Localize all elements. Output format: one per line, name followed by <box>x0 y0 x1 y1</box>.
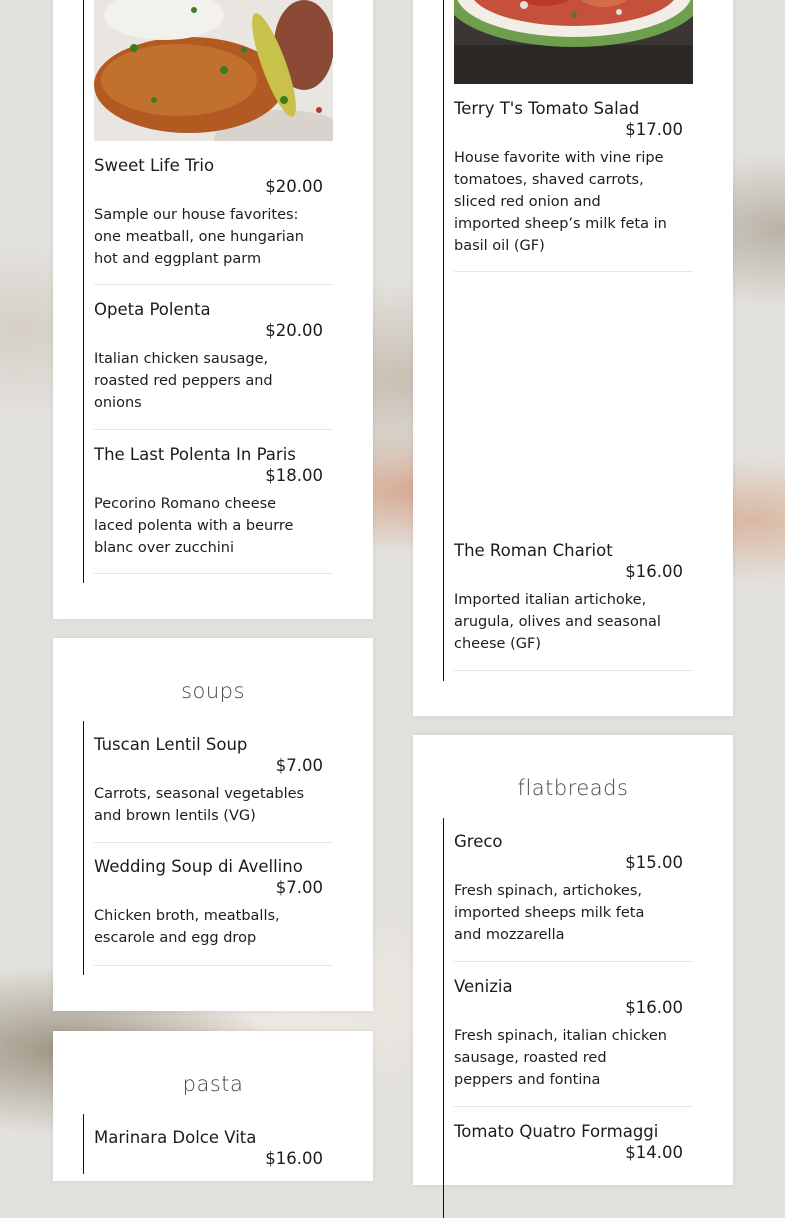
item-description: Fresh spinach, italian chicken sausage, roasted red peppers and fontina <box>454 1028 667 1088</box>
item-price: $18.00 <box>265 466 323 485</box>
item-description: Pecorino Romano cheese laced polenta with a beurre blanc over zucchini <box>94 496 294 556</box>
tomato-salad-photo <box>454 0 693 84</box>
item-price: $20.00 <box>265 177 323 196</box>
item-name: Marinara Dolce Vita <box>94 1128 257 1147</box>
item-divider <box>94 284 333 285</box>
section-title: pasta <box>182 1072 244 1096</box>
item-price: $17.00 <box>625 120 683 139</box>
section-rail <box>443 0 444 681</box>
section-rail <box>83 0 84 583</box>
menu-item[interactable] <box>454 99 693 254</box>
item-divider <box>94 429 333 430</box>
item-name: Sweet Life Trio <box>94 156 215 175</box>
item-divider <box>454 1106 693 1107</box>
section-rail <box>443 818 444 1218</box>
item-divider <box>454 271 693 272</box>
item-price: $16.00 <box>625 998 683 1017</box>
item-name: Greco <box>454 832 503 851</box>
menu-card-soups <box>53 638 373 1011</box>
item-name: Venizia <box>454 977 513 996</box>
item-description: Fresh spinach, artichokes, imported sheeps milk feta and mozzarella <box>454 883 645 943</box>
item-price: $15.00 <box>625 853 683 872</box>
menu-item[interactable] <box>94 857 333 957</box>
item-divider <box>94 573 333 574</box>
menu-card-appetizers-right <box>413 0 733 716</box>
section-rail <box>83 1114 84 1174</box>
menu-card-pasta <box>53 1031 373 1181</box>
menu-item[interactable] <box>454 541 693 651</box>
menu-item[interactable] <box>94 735 333 835</box>
section-title: soups <box>181 679 245 703</box>
menu-item[interactable] <box>94 445 333 555</box>
menu-item[interactable] <box>94 1128 333 1168</box>
item-divider <box>94 965 333 966</box>
item-price: $14.00 <box>625 1143 683 1162</box>
item-divider <box>454 670 693 671</box>
menu-item[interactable] <box>94 300 333 410</box>
sweet-life-trio-photo <box>94 0 333 141</box>
item-name: Wedding Soup di Avellino <box>94 857 303 876</box>
item-price: $16.00 <box>625 562 683 581</box>
item-price: $7.00 <box>275 878 323 897</box>
item-description: Imported italian artichoke, arugula, olives and seasonal cheese (GF) <box>454 592 661 652</box>
item-name: The Roman Chariot <box>454 541 613 560</box>
item-price: $20.00 <box>265 321 323 340</box>
item-name: Tomato Quatro Formaggi <box>454 1122 659 1141</box>
section-title: flatbreads <box>517 776 629 800</box>
item-divider <box>94 842 333 843</box>
section-rail <box>83 721 84 975</box>
item-description: Carrots, seasonal vegetables and brown lentils (VG) <box>94 786 305 824</box>
item-name: Tuscan Lentil Soup <box>94 735 248 754</box>
item-description: Sample our house favorites: one meatball, one hungarian hot and eggplant parm <box>94 207 304 267</box>
menu-item[interactable] <box>454 1122 693 1162</box>
menu-item[interactable] <box>454 977 693 1087</box>
item-price: $7.00 <box>275 756 323 775</box>
item-price: $16.00 <box>265 1149 323 1168</box>
item-name: Opeta Polenta <box>94 300 211 319</box>
menu-item[interactable] <box>454 832 693 942</box>
item-description: Chicken broth, meatballs, escarole and egg drop <box>94 908 280 946</box>
item-description: House favorite with vine ripe tomatoes, shaved carrots, sliced red onion and imported sheep’s milk feta in basil oil (GF) <box>454 150 667 254</box>
item-description: Italian chicken sausage, roasted red peppers and onions <box>94 351 273 411</box>
menu-item[interactable] <box>94 156 333 266</box>
menu-card-flatbreads <box>413 735 733 1185</box>
menu-card-appetizers-left <box>53 0 373 619</box>
item-name: The Last Polenta In Paris <box>94 445 296 464</box>
item-name: Terry T's Tomato Salad <box>454 99 640 118</box>
item-divider <box>454 961 693 962</box>
